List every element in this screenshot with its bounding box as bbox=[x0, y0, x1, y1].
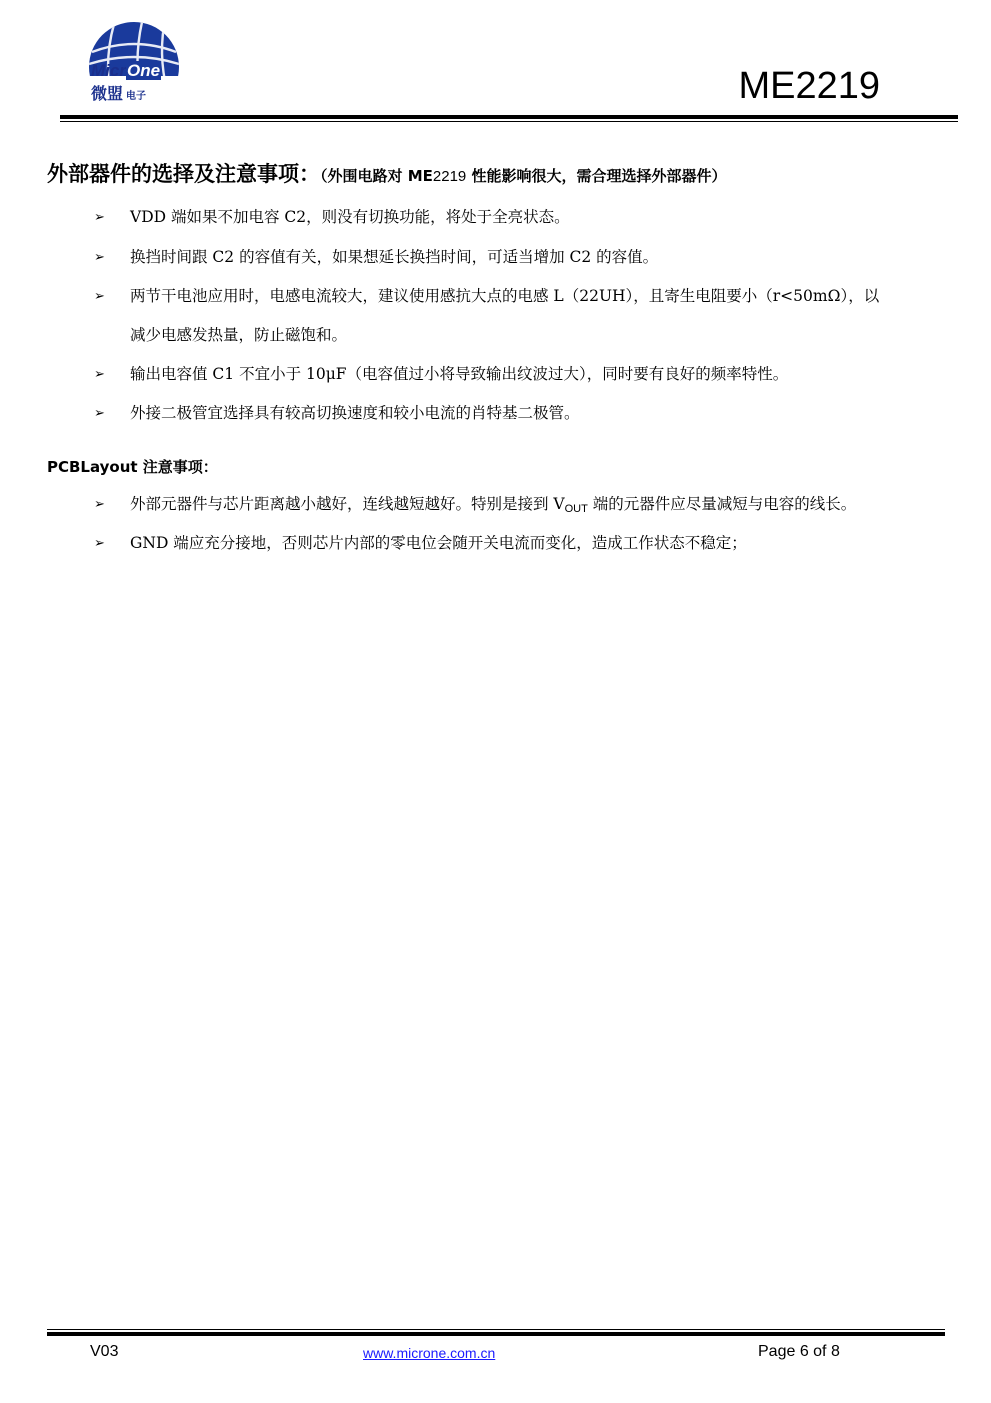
footer-website-link[interactable]: www.microne.com.cn bbox=[363, 1345, 496, 1361]
logo-text-en: MicrOne bbox=[91, 61, 161, 80]
footer-rule-thick bbox=[47, 1332, 945, 1336]
list-item-text: VDD 端如果不加电容 C2，则没有切换功能，将处于全亮状态。 bbox=[130, 208, 570, 226]
header-rule-thick bbox=[60, 115, 958, 119]
document-title: ME2219 bbox=[738, 65, 880, 107]
list-item-text: 输出电容值 C1 不宜小于 10μF（电容值过小将导致输出纹波过大），同时要有良好的频率特性。 bbox=[130, 365, 789, 383]
list-item-text: 换挡时间跟 C2 的容值有关，如果想延长换挡时间，可适当增加 C2 的容值。 bbox=[130, 248, 659, 266]
list-item-text-continued: 减少电感发热量，防止磁饱和。 bbox=[130, 326, 348, 344]
logo-text-cn: 微盟 电子 bbox=[91, 84, 147, 103]
list-item-text: GND 端应充分接地，否则芯片内部的零电位会随开关电流而变化，造成工作状态不稳定； bbox=[130, 534, 747, 552]
footer-page-number: Page 6 of 8 bbox=[758, 1343, 840, 1360]
bullet-arrow-icon: ➢ bbox=[94, 497, 105, 512]
bullet-arrow-icon: ➢ bbox=[94, 406, 105, 421]
list-item-text: 两节干电池应用时，电感电流较大，建议使用感抗大点的电感 L（22UH），且寄生电阻要小（r<50mΩ），以 bbox=[130, 287, 880, 305]
list-item-text: 外接二极管宜选择具有较高切换速度和较小电流的肖特基二极管。 bbox=[130, 404, 580, 422]
section-title-pcb-layout: PCBLayout 注意事项： bbox=[47, 458, 218, 476]
bullet-arrow-icon: ➢ bbox=[94, 250, 105, 265]
bullet-arrow-icon: ➢ bbox=[94, 367, 105, 382]
bullet-arrow-icon: ➢ bbox=[94, 210, 105, 225]
section-title-note: （外围电路对 ME2219 性能影响很大，需合理选择外部器件） bbox=[320, 167, 727, 185]
bullet-arrow-icon: ➢ bbox=[94, 536, 105, 551]
bullet-arrow-icon: ➢ bbox=[94, 289, 105, 304]
list-item-text: 外部元器件与芯片距离越小越好，连线越短越好。特别是接到 $V_{OUT}$ 端的元器件应尽量减短与电容的线长。 bbox=[130, 495, 857, 515]
footer-version: V03 bbox=[90, 1343, 119, 1360]
microne-logo bbox=[84, 22, 184, 106]
footer-rule-thin bbox=[47, 1329, 945, 1330]
header-rule-thin bbox=[60, 121, 958, 122]
section-title-component-selection: 外部器件的选择及注意事项：（外围电路对 ME2219 性能影响很大，需合理选择外部器件） bbox=[47, 161, 727, 186]
vout-subscript: OUT bbox=[564, 503, 588, 515]
